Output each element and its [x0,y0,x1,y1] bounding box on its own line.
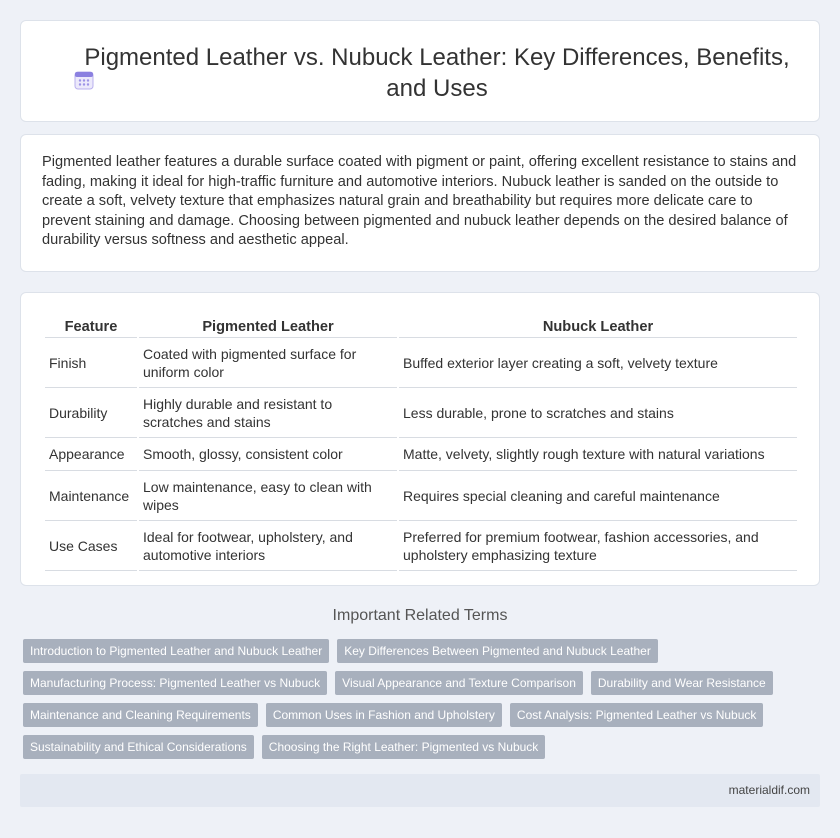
intro-card [20,134,820,272]
related-term-tag[interactable]: Introduction to Pigmented Leather and Nubuck Leather [23,639,329,663]
nubuck-cell: Requires special cleaning and careful maintenance [399,473,797,521]
related-terms-list [23,639,823,767]
table-row [45,440,797,471]
feature-cell: Use Cases [45,523,137,571]
table-row [45,523,797,571]
column-header-feature: Feature [45,315,137,338]
pigmented-cell: Smooth, glossy, consistent color [139,440,397,471]
related-term-tag[interactable]: Choosing the Right Leather: Pigmented vs Nubuck [262,735,546,759]
nubuck-cell: Preferred for premium footwear, fashion accessories, and upholstery emphasizing texture [399,523,797,571]
related-term-tag[interactable]: Cost Analysis: Pigmented Leather vs Nubuck [510,703,763,727]
page-title: Pigmented Leather vs. Nubuck Leather: Key Differences, Benefits, and Uses [84,44,790,102]
footer [20,774,820,807]
site-name: materialdif.com [728,783,810,797]
related-term-tag[interactable]: Sustainability and Ethical Considerations [23,735,254,759]
related-term-tag[interactable]: Common Uses in Fashion and Upholstery [266,703,502,727]
related-terms-heading: Important Related Terms [332,607,508,624]
intro-paragraph: Pigmented leather features a durable surface coated with pigment or paint, offering excellent resistance to stains and fading, making it ideal for high-traffic furniture and automotive interiors. Nubuck leather is sanded on the outside to create a soft, velvety texture that emphasizes natural grain and breathability but requires more delicate care to prevent staining and damage. Choosing between pigmented and nubuck leather depends on the desired balance of durability versus softness and aesthetic appeal. [42,154,797,248]
related-term-tag[interactable]: Key Differences Between Pigmented and Nubuck Leather [337,639,658,663]
table-header-row [45,315,797,338]
nubuck-cell: Less durable, prone to scratches and stains [399,390,797,438]
pigmented-cell: Coated with pigmented surface for uniform color [139,340,397,388]
column-header-nubuck: Nubuck Leather [399,315,797,338]
nubuck-cell: Matte, velvety, slightly rough texture with natural variations [399,440,797,471]
table-row [45,473,797,521]
feature-cell: Appearance [45,440,137,471]
comparison-table [43,313,799,573]
comparison-card [20,292,820,586]
feature-cell: Durability [45,390,137,438]
feature-cell: Finish [45,340,137,388]
related-term-tag[interactable]: Manufacturing Process: Pigmented Leather vs Nubuck [23,671,327,695]
column-header-pigmented: Pigmented Leather [139,315,397,338]
pigmented-cell: Highly durable and resistant to scratches and stains [139,390,397,438]
pigmented-cell: Ideal for footwear, upholstery, and automotive interiors [139,523,397,571]
table-row [45,340,797,388]
pigmented-cell: Low maintenance, easy to clean with wipes [139,473,397,521]
related-term-tag[interactable]: Visual Appearance and Texture Comparison [335,671,583,695]
nubuck-cell: Buffed exterior layer creating a soft, velvety texture [399,340,797,388]
table-row [45,390,797,438]
feature-cell: Maintenance [45,473,137,521]
related-term-tag[interactable]: Durability and Wear Resistance [591,671,773,695]
related-term-tag[interactable]: Maintenance and Cleaning Requirements [23,703,258,727]
